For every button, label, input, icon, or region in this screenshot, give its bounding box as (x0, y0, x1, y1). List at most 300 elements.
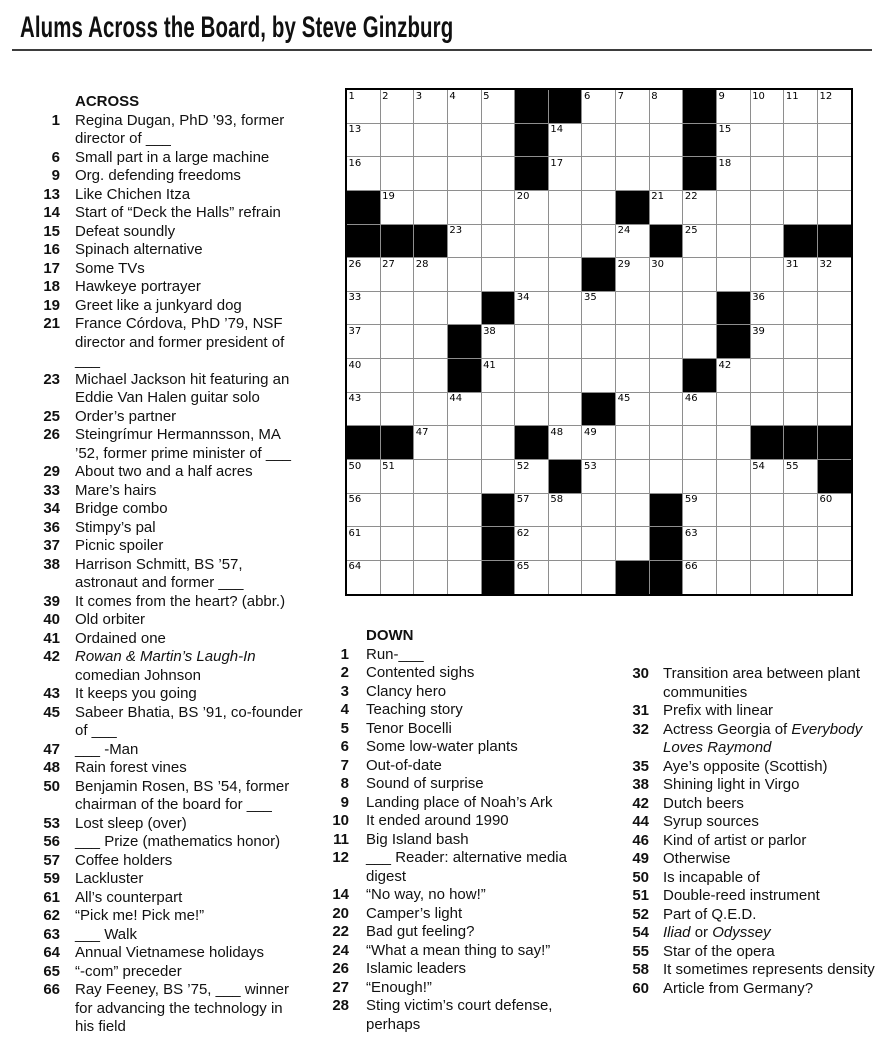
clue-number: 50 (632, 868, 649, 886)
grid-cell[interactable] (717, 460, 750, 493)
grid-cell[interactable] (414, 258, 447, 291)
grid-cell[interactable] (650, 359, 683, 392)
grid-cell[interactable] (381, 494, 414, 527)
grid-cell[interactable] (616, 292, 649, 325)
grid-cell[interactable] (683, 225, 716, 258)
grid-cell[interactable] (650, 325, 683, 358)
grid-cell[interactable] (751, 258, 784, 291)
cell-number: 33 (348, 292, 362, 304)
clue-number: 50 (43, 777, 60, 795)
grid-cell[interactable] (717, 393, 750, 426)
grid-cell[interactable] (818, 527, 851, 560)
clue-down-31 (622, 702, 875, 721)
clue-text: Camper’s light (366, 904, 463, 922)
clue-number: 43 (43, 685, 60, 702)
clue-number: 6 (340, 738, 349, 755)
clue-text: Lost sleep (over) (75, 814, 187, 832)
clue-number: 47 (43, 740, 60, 758)
grid-cell[interactable] (515, 191, 548, 224)
grid-cell[interactable] (650, 191, 683, 224)
clue-text: Michael Jackson hit featuring an Eddie Van Halen guitar solo (75, 370, 290, 406)
grid-cell[interactable] (414, 90, 447, 123)
grid-cell[interactable] (515, 460, 548, 493)
grid-cell[interactable] (650, 460, 683, 493)
clue-text: Org. defending freedoms (75, 167, 241, 184)
grid-cell[interactable] (515, 527, 548, 560)
clue-number: 9 (340, 793, 349, 811)
grid-cell[interactable] (482, 157, 515, 190)
grid-cell[interactable] (347, 90, 380, 123)
grid-cell[interactable] (381, 157, 414, 190)
grid-cell[interactable] (818, 90, 851, 123)
cell-number: 57 (516, 494, 530, 506)
grid-cell[interactable] (448, 258, 481, 291)
clue-text: Iliad or Odyssey (663, 924, 771, 941)
grid-cell-black (717, 325, 750, 358)
clue-across-25 (39, 408, 303, 427)
grid-cell[interactable] (549, 426, 582, 459)
clue-across-42 (39, 648, 303, 685)
grid-cell[interactable] (381, 90, 414, 123)
grid-cell[interactable] (582, 426, 615, 459)
grid-cell[interactable] (717, 527, 750, 560)
clue-text: Lackluster (75, 870, 144, 887)
grid-cell[interactable] (784, 393, 817, 426)
clue-number: 21 (43, 315, 60, 332)
grid-cell[interactable] (818, 359, 851, 392)
grid-cell[interactable] (751, 225, 784, 258)
grid-cell[interactable] (482, 258, 515, 291)
grid-cell[interactable] (616, 494, 649, 527)
grid-cell[interactable] (582, 225, 615, 258)
grid-cell[interactable] (448, 157, 481, 190)
grid-cell[interactable] (381, 258, 414, 291)
grid-cell[interactable] (414, 359, 447, 392)
grid-cell[interactable] (347, 124, 380, 157)
grid-cell[interactable] (784, 561, 817, 594)
clue-across-45 (39, 704, 303, 741)
grid-cell[interactable] (784, 124, 817, 157)
grid-cell[interactable] (582, 460, 615, 493)
down-clues-panel-right (622, 665, 875, 998)
clue-down-5 (325, 720, 608, 739)
grid-cell-black (650, 494, 683, 527)
grid-cell[interactable] (582, 191, 615, 224)
grid-cell[interactable] (448, 191, 481, 224)
clue-down-1 (325, 646, 608, 665)
grid-cell[interactable] (784, 191, 817, 224)
cell-number: 43 (348, 393, 362, 405)
grid-cell[interactable] (381, 460, 414, 493)
clue-number: 1 (51, 111, 60, 129)
grid-cell[interactable] (582, 494, 615, 527)
grid-cell[interactable] (381, 191, 414, 224)
down-clue-list-right (622, 665, 875, 998)
grid-cell[interactable] (482, 359, 515, 392)
clue-text: Like Chichen Itza (75, 185, 191, 203)
grid-cell[interactable] (650, 124, 683, 157)
grid-cell-black (482, 527, 515, 560)
clue-down-8 (325, 775, 608, 794)
grid-cell[interactable] (347, 292, 380, 325)
grid-cell[interactable] (683, 258, 716, 291)
grid-cell-black (650, 225, 683, 258)
clue-across-56 (39, 833, 303, 852)
grid-cell[interactable] (717, 191, 750, 224)
grid-cell[interactable] (549, 393, 582, 426)
clue-text: Actress Georgia of Everybody Loves Raymond (663, 720, 863, 756)
grid-cell[interactable] (683, 561, 716, 594)
grid-cell[interactable] (448, 124, 481, 157)
grid-cell[interactable] (582, 292, 615, 325)
grid-cell[interactable] (717, 157, 750, 190)
cell-number: 25 (684, 225, 698, 237)
cell-number: 53 (583, 460, 597, 472)
grid-cell[interactable] (414, 426, 447, 459)
grid-cell[interactable] (414, 561, 447, 594)
grid-cell[interactable] (347, 325, 380, 358)
grid-cell[interactable] (616, 124, 649, 157)
grid-cell[interactable] (582, 90, 615, 123)
clue-down-2 (325, 664, 608, 683)
grid-cell[interactable] (549, 292, 582, 325)
clue-down-27 (325, 979, 608, 998)
grid-cell-black (582, 258, 615, 291)
clue-down-50 (622, 869, 875, 888)
grid-cell[interactable] (717, 494, 750, 527)
clue-number: 66 (43, 981, 60, 998)
clue-text: Start of “Deck the Halls” refrain (75, 204, 281, 221)
clue-number: 45 (43, 703, 60, 721)
grid-cell[interactable] (381, 393, 414, 426)
clue-across-9 (39, 167, 303, 186)
grid-cell[interactable] (582, 527, 615, 560)
clue-number: 44 (632, 813, 649, 830)
across-header: ACROSS (75, 93, 140, 110)
clue-text: Star of the opera (663, 942, 775, 960)
clue-text: It ended around 1990 (366, 812, 509, 829)
grid-cell[interactable] (347, 527, 380, 560)
grid-cell[interactable] (448, 426, 481, 459)
clue-down-9 (325, 794, 608, 813)
grid-cell[interactable] (549, 258, 582, 291)
grid-cell[interactable] (751, 393, 784, 426)
clue-down-7 (325, 757, 608, 776)
grid-cell[interactable] (717, 90, 750, 123)
grid-cell[interactable] (549, 124, 582, 157)
grid-cell[interactable] (818, 157, 851, 190)
grid-cell[interactable] (582, 124, 615, 157)
clue-across-38 (39, 556, 303, 593)
grid-cell[interactable] (381, 527, 414, 560)
clue-number: 56 (43, 833, 60, 850)
grid-cell[interactable] (683, 325, 716, 358)
clue-number: 26 (43, 426, 60, 443)
clue-across-13 (39, 186, 303, 205)
grid-cell[interactable] (650, 90, 683, 123)
grid-cell-black (784, 225, 817, 258)
grid-cell[interactable] (751, 90, 784, 123)
grid-cell[interactable] (751, 359, 784, 392)
cell-number: 52 (516, 460, 530, 472)
grid-cell[interactable] (549, 157, 582, 190)
clue-down-38 (622, 776, 875, 795)
grid-cell[interactable] (818, 124, 851, 157)
grid-cell[interactable] (347, 460, 380, 493)
grid-cell[interactable] (717, 258, 750, 291)
grid-cell[interactable] (515, 359, 548, 392)
grid-cell[interactable] (650, 258, 683, 291)
cell-number: 36 (752, 292, 765, 304)
grid-cell[interactable] (683, 191, 716, 224)
grid-cell[interactable] (347, 561, 380, 594)
grid-cell[interactable] (784, 494, 817, 527)
grid-cell-black (482, 494, 515, 527)
grid-cell[interactable] (616, 393, 649, 426)
grid-cell-black (683, 157, 716, 190)
grid-cell[interactable] (616, 225, 649, 258)
grid-cell[interactable] (515, 225, 548, 258)
grid-cell[interactable] (582, 157, 615, 190)
grid-cell[interactable] (347, 258, 380, 291)
grid-cell[interactable] (347, 359, 380, 392)
grid-cell[interactable] (582, 325, 615, 358)
grid-cell[interactable] (414, 460, 447, 493)
grid-cell[interactable] (818, 561, 851, 594)
cell-number: 19 (382, 191, 395, 203)
clue-down-46 (622, 832, 875, 851)
grid-cell[interactable] (414, 124, 447, 157)
clue-number: 16 (43, 241, 60, 258)
grid-cell[interactable] (784, 325, 817, 358)
clue-number: 7 (340, 756, 349, 774)
grid-cell[interactable] (381, 292, 414, 325)
clue-across-57 (39, 852, 303, 871)
cell-number: 26 (348, 258, 362, 270)
grid-cell[interactable] (448, 494, 481, 527)
grid-cell[interactable] (381, 359, 414, 392)
grid-cell[interactable] (683, 527, 716, 560)
down-clues-panel-left (325, 627, 608, 1034)
clue-number: 31 (632, 702, 649, 719)
grid-cell[interactable] (751, 325, 784, 358)
grid-cell[interactable] (683, 426, 716, 459)
cell-number: 54 (752, 460, 765, 472)
clue-across-47 (39, 741, 303, 760)
grid-cell[interactable] (717, 561, 750, 594)
clue-text: Is incapable of (663, 868, 760, 886)
clue-text: “Pick me! Pick me!” (75, 907, 205, 924)
grid-cell[interactable] (482, 90, 515, 123)
title-rule (12, 49, 872, 51)
grid-cell[interactable] (751, 527, 784, 560)
grid-cell[interactable] (414, 393, 447, 426)
clue-number: 64 (43, 944, 60, 961)
grid-cell[interactable] (515, 561, 548, 594)
grid-cell[interactable] (717, 359, 750, 392)
cell-number: 46 (684, 393, 698, 405)
grid-cell[interactable] (381, 124, 414, 157)
clue-number: 19 (43, 296, 60, 314)
clue-text: Order’s partner (75, 407, 177, 425)
clue-number: 63 (43, 925, 60, 943)
grid-cell[interactable] (784, 359, 817, 392)
clue-number: 18 (43, 278, 60, 295)
crossword-grid[interactable] (345, 88, 853, 596)
grid-cell[interactable] (751, 157, 784, 190)
clue-number: 54 (632, 924, 649, 941)
grid-cell[interactable] (717, 426, 750, 459)
grid-cell[interactable] (818, 191, 851, 224)
grid-cell[interactable] (549, 225, 582, 258)
clue-across-29 (39, 463, 303, 482)
grid-cell[interactable] (414, 494, 447, 527)
clue-down-60 (622, 980, 875, 999)
grid-cell[interactable] (818, 292, 851, 325)
grid-cell[interactable] (784, 90, 817, 123)
grid-cell[interactable] (751, 191, 784, 224)
grid-cell[interactable] (549, 325, 582, 358)
grid-cell[interactable] (784, 527, 817, 560)
clue-number: 61 (43, 888, 60, 906)
grid-cell[interactable] (650, 292, 683, 325)
grid-cell[interactable] (616, 426, 649, 459)
grid-cell[interactable] (482, 393, 515, 426)
clue-across-50 (39, 778, 303, 815)
grid-cell[interactable] (515, 325, 548, 358)
grid-cell[interactable] (650, 393, 683, 426)
grid-cell[interactable] (347, 157, 380, 190)
grid-cell[interactable] (784, 157, 817, 190)
grid-cell[interactable] (616, 157, 649, 190)
grid-cell-black (448, 359, 481, 392)
cell-number: 8 (651, 90, 658, 102)
grid-cell[interactable] (549, 494, 582, 527)
grid-cell[interactable] (482, 225, 515, 258)
grid-cell[interactable] (784, 460, 817, 493)
grid-cell[interactable] (448, 225, 481, 258)
grid-cell[interactable] (751, 460, 784, 493)
grid-cell[interactable] (482, 191, 515, 224)
grid-cell[interactable] (515, 258, 548, 291)
grid-cell[interactable] (616, 325, 649, 358)
grid-cell[interactable] (549, 359, 582, 392)
grid-cell[interactable] (582, 359, 615, 392)
grid-cell[interactable] (347, 494, 380, 527)
cell-number: 47 (415, 426, 429, 438)
grid-cell-black (515, 90, 548, 123)
grid-cell[interactable] (784, 292, 817, 325)
grid-cell[interactable] (616, 90, 649, 123)
grid-cell[interactable] (582, 561, 615, 594)
grid-cell[interactable] (784, 258, 817, 291)
grid-cell[interactable] (616, 460, 649, 493)
grid-cell[interactable] (414, 527, 447, 560)
clue-text: Teaching story (366, 701, 463, 718)
clue-number: 4 (340, 701, 349, 718)
clue-text: It sometimes represents density (663, 961, 875, 978)
clue-across-15 (39, 223, 303, 242)
grid-cell[interactable] (751, 494, 784, 527)
grid-cell[interactable] (751, 561, 784, 594)
grid-cell[interactable] (650, 157, 683, 190)
grid-cell[interactable] (751, 124, 784, 157)
grid-cell-black (616, 191, 649, 224)
grid-cell[interactable] (616, 527, 649, 560)
grid-cell[interactable] (482, 426, 515, 459)
grid-cell-black (448, 325, 481, 358)
grid-cell[interactable] (482, 325, 515, 358)
clue-across-64 (39, 944, 303, 963)
clue-text: ___ Prize (mathematics honor) (75, 833, 281, 850)
clue-text: Shining light in Virgo (663, 776, 800, 793)
clue-across-17 (39, 260, 303, 279)
grid-cell[interactable] (448, 393, 481, 426)
clue-text: Picnic spoiler (75, 537, 164, 554)
grid-cell[interactable] (515, 292, 548, 325)
grid-cell[interactable] (818, 494, 851, 527)
grid-cell[interactable] (448, 90, 481, 123)
grid-cell[interactable] (818, 393, 851, 426)
clue-down-51 (622, 887, 875, 906)
clue-number: 41 (43, 629, 60, 647)
grid-cell-black (784, 426, 817, 459)
clue-text: Small part in a large machine (75, 148, 270, 166)
grid-cell[interactable] (616, 359, 649, 392)
grid-cell[interactable] (549, 561, 582, 594)
grid-cell[interactable] (683, 494, 716, 527)
grid-cell[interactable] (717, 124, 750, 157)
grid-cell[interactable] (381, 325, 414, 358)
grid-cell[interactable] (515, 494, 548, 527)
clue-down-12 (325, 849, 608, 886)
grid-cell[interactable] (751, 292, 784, 325)
grid-cell[interactable] (818, 258, 851, 291)
grid-cell[interactable] (683, 393, 716, 426)
grid-cell-black (650, 527, 683, 560)
grid-cell[interactable] (616, 258, 649, 291)
clue-text: Regina Dugan, PhD ’93, former director of ___ (75, 111, 285, 147)
grid-cell[interactable] (549, 527, 582, 560)
grid-cell[interactable] (448, 561, 481, 594)
grid-cell[interactable] (717, 225, 750, 258)
grid-cell[interactable] (818, 325, 851, 358)
grid-cell[interactable] (414, 157, 447, 190)
clue-down-22 (325, 923, 608, 942)
grid-cell[interactable] (515, 393, 548, 426)
clue-text: ___ Reader: alternative media digest (366, 849, 567, 885)
grid-cell[interactable] (448, 527, 481, 560)
grid-cell[interactable] (381, 561, 414, 594)
grid-cell[interactable] (482, 124, 515, 157)
grid-cell-black (347, 426, 380, 459)
grid-cell[interactable] (683, 460, 716, 493)
cell-number: 61 (348, 527, 362, 539)
grid-cell[interactable] (347, 393, 380, 426)
cell-number: 4 (449, 90, 456, 102)
clue-across-65 (39, 963, 303, 982)
grid-cell[interactable] (414, 325, 447, 358)
grid-cell[interactable] (448, 460, 481, 493)
grid-cell[interactable] (683, 292, 716, 325)
grid-cell[interactable] (414, 191, 447, 224)
grid-cell[interactable] (414, 292, 447, 325)
grid-cell[interactable] (482, 460, 515, 493)
grid-cell[interactable] (650, 426, 683, 459)
page-title: Alums Across the Board, by Steve Ginzburg (20, 11, 454, 44)
grid-cell[interactable] (448, 292, 481, 325)
grid-cell[interactable] (549, 191, 582, 224)
